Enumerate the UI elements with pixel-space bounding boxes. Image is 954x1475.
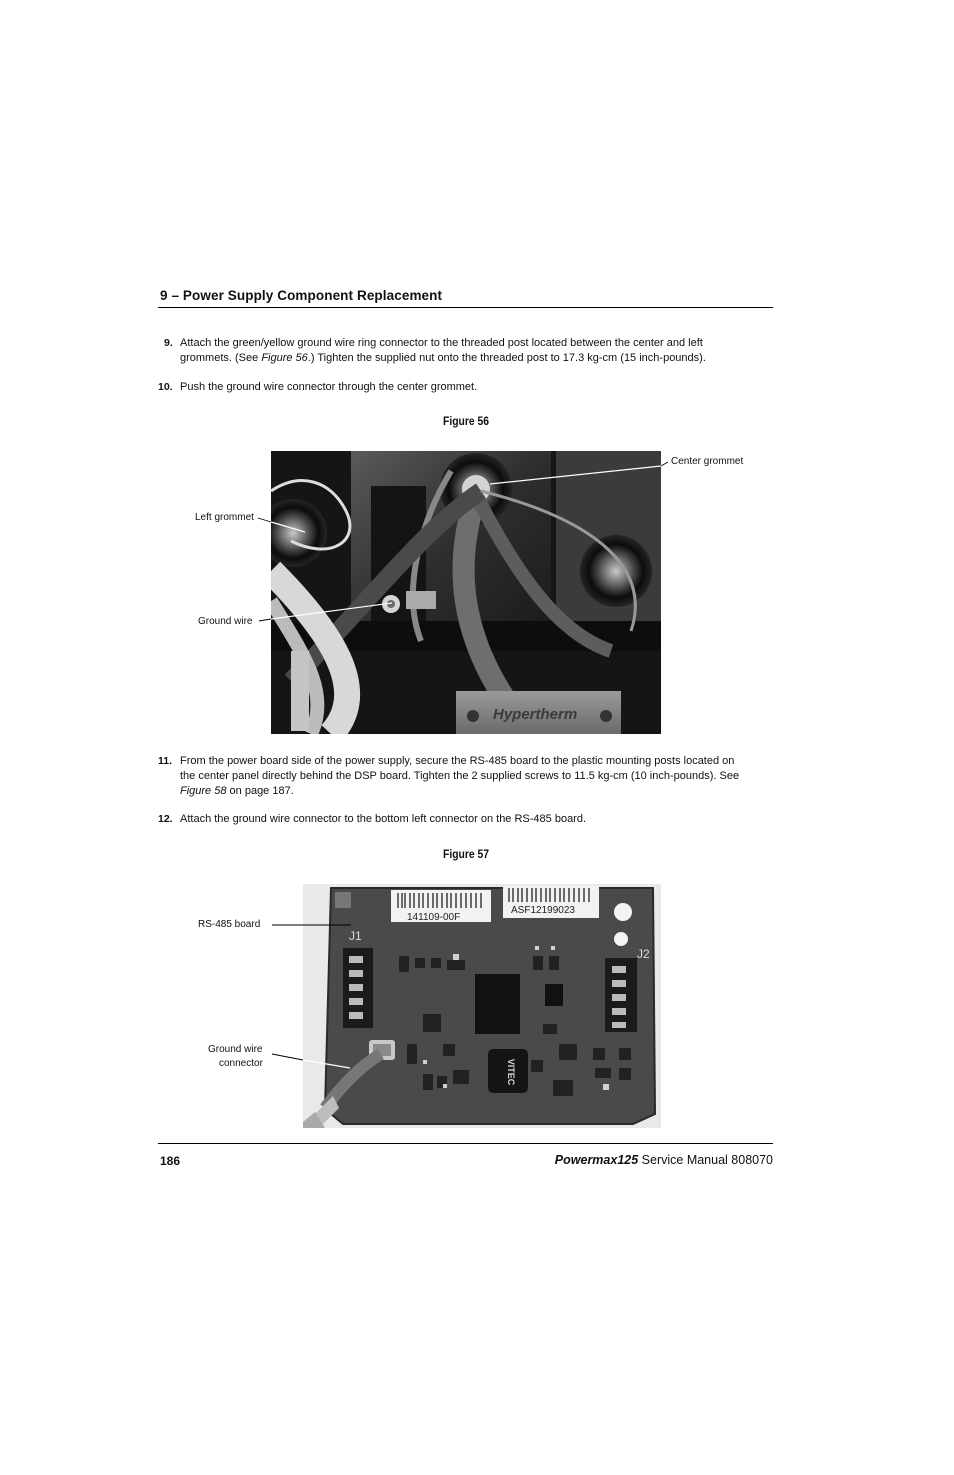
page-number: 186 <box>160 1154 181 1168</box>
callout-ground-wire: Ground wire <box>198 616 253 627</box>
step-number: 12. <box>158 813 173 825</box>
callout-ground-wire-connector-line2: connector <box>219 1058 263 1069</box>
step-line: Attach the green/yellow ground wire ring connector to the threaded post located between the center and left <box>180 337 703 349</box>
j1-label: J1 <box>349 929 362 943</box>
text-run: on page 187. <box>226 785 294 797</box>
step-text: Attach the ground wire connector to the bottom left connector on the RS-485 board. <box>180 813 587 825</box>
callout-left-grommet: Left grommet <box>195 512 254 523</box>
j2-label: J2 <box>637 947 650 961</box>
brand-plate-text: Hypertherm <box>493 706 578 723</box>
footer-title <box>555 1153 773 1167</box>
product-name: Powermax125 <box>554 1153 639 1167</box>
figure-reference[interactable]: Figure 56 <box>261 352 308 364</box>
step-text: Push the ground wire connector through the center grommet. <box>180 381 478 393</box>
step-number: 9. <box>164 337 173 349</box>
leader-line-left-grommet-inner <box>271 522 305 532</box>
text-run: grommets. (See <box>180 352 262 364</box>
step-line: the center panel directly behind the DSP board. Tighten the 2 supplied screws to 11.5 kg-cm (10 inch-pounds). See <box>180 770 740 782</box>
callout-center-grommet: Center grommet <box>671 456 744 467</box>
leader-line-ground-wire-connector <box>272 1054 303 1060</box>
leader-line-ground-wire-inner <box>271 603 392 619</box>
callout-ground-wire-connector-line1: Ground wire <box>208 1044 263 1055</box>
leader-line-left-grommet <box>258 518 271 522</box>
step-number: 10. <box>158 381 173 393</box>
figure-reference[interactable]: Figure 58 <box>180 785 227 797</box>
footer-rule <box>158 1143 773 1144</box>
section-header: 9 – Power Supply Component Replacement <box>160 288 443 303</box>
serial-number-label: ASF12199023 <box>511 905 575 916</box>
chip-label: VITEC <box>506 1058 516 1086</box>
leader-line-ground-wire-connector-inner <box>303 1060 350 1068</box>
leader-line-center-grommet <box>661 462 668 466</box>
manual-title: Service Manual 808070 <box>638 1153 773 1167</box>
figure-57-label: Figure 57 <box>443 849 490 861</box>
leader-line-center-grommet-inner <box>490 466 661 484</box>
callout-rs485-board: RS-485 board <box>198 919 261 930</box>
figure-56-label: Figure 56 <box>443 416 490 428</box>
text-run: .) Tighten the supplied nut onto the threaded post to 17.3 kg-cm (15 inch-pounds). <box>307 352 706 364</box>
step-line: From the power board side of the power supply, secure the RS-485 board to the plastic mounting posts located on <box>180 755 735 767</box>
step-number: 11. <box>158 755 173 767</box>
leader-line-ground-wire <box>259 619 271 621</box>
part-number-label: 141109-00F <box>407 912 461 923</box>
